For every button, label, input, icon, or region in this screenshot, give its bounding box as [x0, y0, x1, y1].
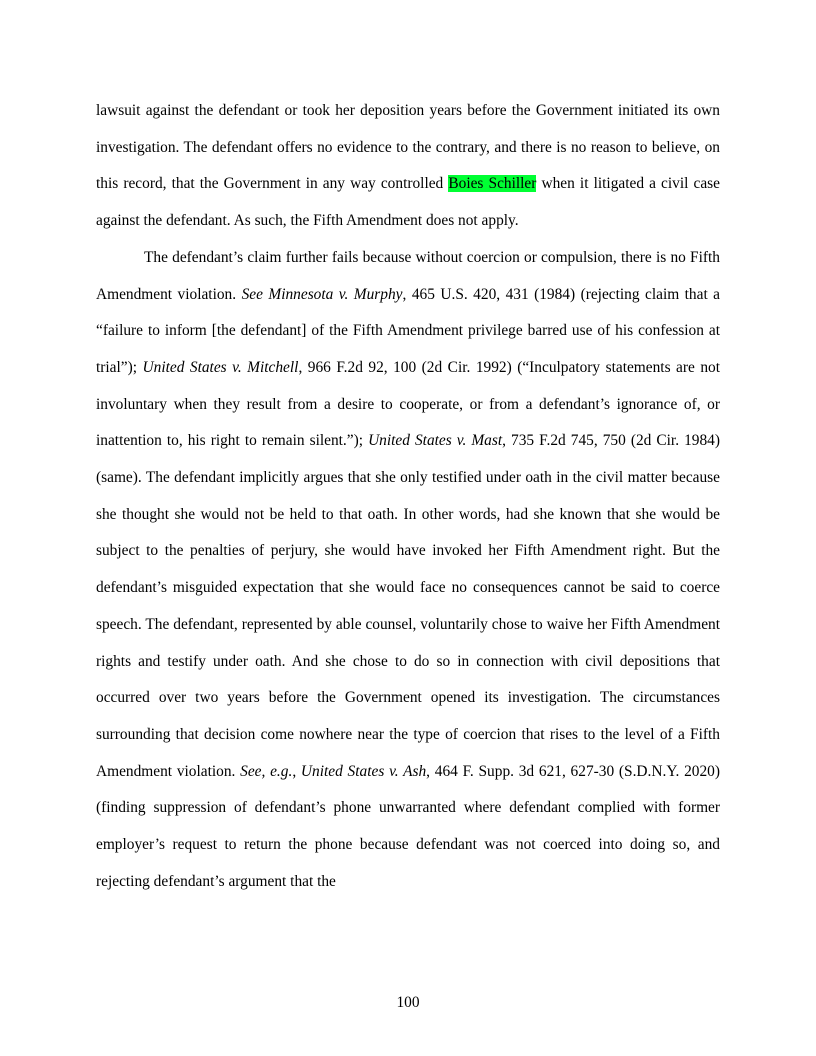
paragraph-2-text-3: , 966 F.2d 92, 100 (2d Cir. 1992) (“Inculpatory statements are not involuntary when they result from a desire to cooperate, or from a defendant’s ignorance of, or inattention to, his right to remain silent.”); — [96, 358, 720, 450]
paragraph-2-text-6: , 464 F. Supp. 3d 621, 627-30 (S.D.N.Y. 2020) (finding suppression of defendant’s phone unwarranted where defendant complied with former employer’s request to return the phone because defendant was not coerced into doing so, and rejecting defendant’s argument that the — [96, 762, 720, 890]
paragraph-1-text-b: when it litigated a civil case against the defendant. As such, the Fifth Amendment does not apply. — [96, 175, 720, 230]
paragraph-1-text-a: lawsuit against the defendant or took her deposition years before the Government initiated its own investigation. The defendant offers no evidence to the contrary, and there is no reason to believe, on this record, that the Government in any way controlled — [96, 102, 720, 193]
paragraph-2-text-2: , 465 U.S. 420, 431 (1984) (rejecting claim that a “failure to inform [the defendant] of the Fifth Amendment privilege barred use of his confession at trial”); — [96, 285, 721, 376]
paragraph-2 — [96, 240, 720, 901]
citation-minnesota-v-murphy: See Minnesota v. Murphy — [241, 285, 403, 303]
citation-us-v-mast: United States v. Mast — [368, 432, 503, 450]
highlighted-text: Boies Schiller — [448, 175, 537, 193]
paragraph-2-text-4: , 735 F.2d 745, 750 (2d Cir. 1984) (same). The defendant implicitly argues that she only testified under oath in the civil matter because she thought she would not be held to that oath. In other words, had she known that she would be subject to the penalties of perjury, she would have invoked her Fifth Amendment right. But the defendant’s misguided expectation that she would face no consequences cannot be said to coerce speech. The defendant, represented by able counsel, voluntarily chose to waive her Fifth Amendment rights and testify under oath. And she chose to do so in connection with civil depositions that occurred over two years before the Government opened its investigation. The circumstances surrounding that decision come nowhere near the type of coercion that rises to the level of a Fifth Amendment violation. — [96, 432, 720, 780]
signal-see-eg: See, e.g. — [240, 762, 293, 780]
citation-us-v-mitchell: United States v. Mitchell — [142, 358, 299, 376]
citation-us-v-ash: United States v. Ash — [300, 762, 427, 780]
page-number: 100 — [396, 994, 420, 1011]
body-text — [96, 93, 720, 900]
paragraph-2-text-5: , — [292, 762, 301, 780]
paragraph-2-text-1: The defendant’s claim further fails because without coercion or compulsion, there is no Fifth Amendment violation. — [96, 248, 720, 303]
paragraph-1 — [96, 93, 720, 240]
